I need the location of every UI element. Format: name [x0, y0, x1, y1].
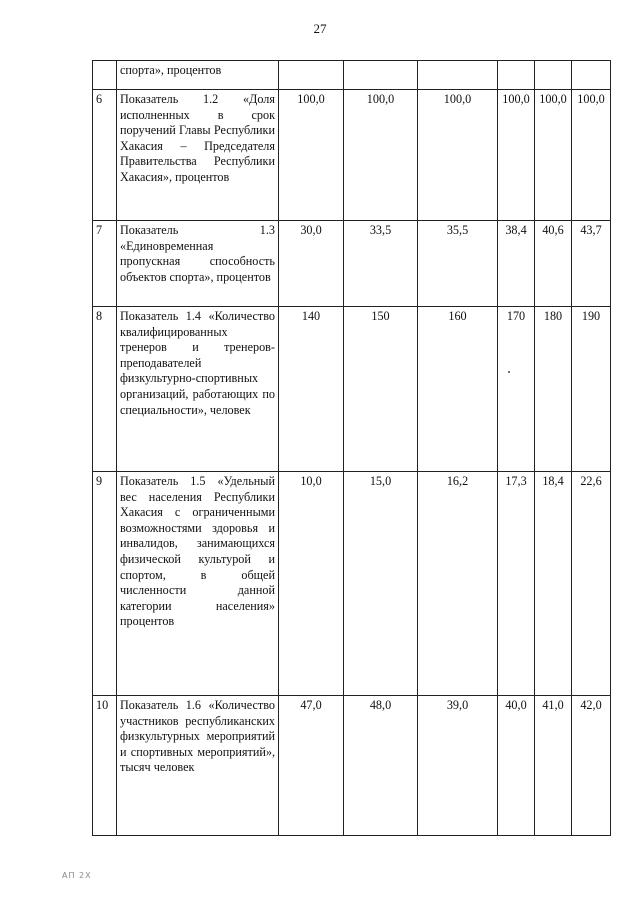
- indicator-value: 100,0: [572, 90, 611, 221]
- indicator-value: 150: [344, 307, 418, 472]
- indicator-value: 38,4: [498, 221, 535, 307]
- indicator-value: 140: [279, 307, 344, 472]
- indicator-value: 170: [498, 307, 535, 472]
- indicators-table: [92, 60, 611, 836]
- indicator-value: 39,0: [418, 696, 498, 836]
- indicator-value: 10,0: [279, 472, 344, 696]
- table-row: [93, 221, 611, 307]
- indicator-value: 22,6: [572, 472, 611, 696]
- indicator-value: 41,0: [535, 696, 572, 836]
- table-row: [93, 90, 611, 221]
- indicator-value: 35,5: [418, 221, 498, 307]
- indicator-value: 30,0: [279, 221, 344, 307]
- indicator-value: [498, 61, 535, 90]
- indicator-value: 18,4: [535, 472, 572, 696]
- table-row: [93, 307, 611, 472]
- indicator-value: 100,0: [535, 90, 572, 221]
- indicator-name: Показатель 1.6 «Количество участников республиканских физкультурных мероприятий и спортивных мероприятий», тысяч человек: [117, 696, 279, 836]
- indicator-value: 47,0: [279, 696, 344, 836]
- row-number: [93, 61, 117, 90]
- indicator-value: 40,0: [498, 696, 535, 836]
- row-number: 6: [93, 90, 117, 221]
- stray-dot: [508, 371, 510, 373]
- indicator-value: [535, 61, 572, 90]
- indicator-value: 48,0: [344, 696, 418, 836]
- indicator-value: 100,0: [498, 90, 535, 221]
- indicator-value: 160: [418, 307, 498, 472]
- indicator-name: спорта», процентов: [117, 61, 279, 90]
- indicator-value: 190: [572, 307, 611, 472]
- indicator-value: 100,0: [279, 90, 344, 221]
- indicator-name: Показатель 1.2 «Доля исполненных в срок поручений Главы Республики Хакасия – Председателя Правительства Республики Хакасия», процентов: [117, 90, 279, 221]
- row-number: 7: [93, 221, 117, 307]
- indicator-value: 42,0: [572, 696, 611, 836]
- indicator-value: [279, 61, 344, 90]
- indicator-name: Показатель 1.3 «Единовременная пропускная способность объектов спорта», процентов: [117, 221, 279, 307]
- indicator-name: Показатель 1.4 «Количество квалифицированных тренеров и тренеров-преподавателей физкультурно-спортивных организаций, работающих по специальности», человек: [117, 307, 279, 472]
- indicator-value: 16,2: [418, 472, 498, 696]
- table-row: [93, 696, 611, 836]
- indicator-value: 15,0: [344, 472, 418, 696]
- row-number: 9: [93, 472, 117, 696]
- indicator-name: Показатель 1.5 «Удельный вес населения Республики Хакасия с ограниченными возможностями здоровья и инвалидов, занимающихся физической культурой и спортом, в общей численности данной категории населения» процентов: [117, 472, 279, 696]
- footer-mark: АП 2Х: [62, 871, 92, 880]
- row-number: 8: [93, 307, 117, 472]
- indicator-value: 40,6: [535, 221, 572, 307]
- indicator-value: [344, 61, 418, 90]
- row-number: 10: [93, 696, 117, 836]
- page-number: 27: [313, 21, 327, 36]
- indicator-value: 100,0: [418, 90, 498, 221]
- table-row: [93, 61, 611, 90]
- indicator-value: 43,7: [572, 221, 611, 307]
- indicator-value: 33,5: [344, 221, 418, 307]
- indicator-value: 100,0: [344, 90, 418, 221]
- table-row: [93, 472, 611, 696]
- indicator-value: [572, 61, 611, 90]
- indicator-value: 180: [535, 307, 572, 472]
- indicator-value: 17,3: [498, 472, 535, 696]
- indicator-value: [418, 61, 498, 90]
